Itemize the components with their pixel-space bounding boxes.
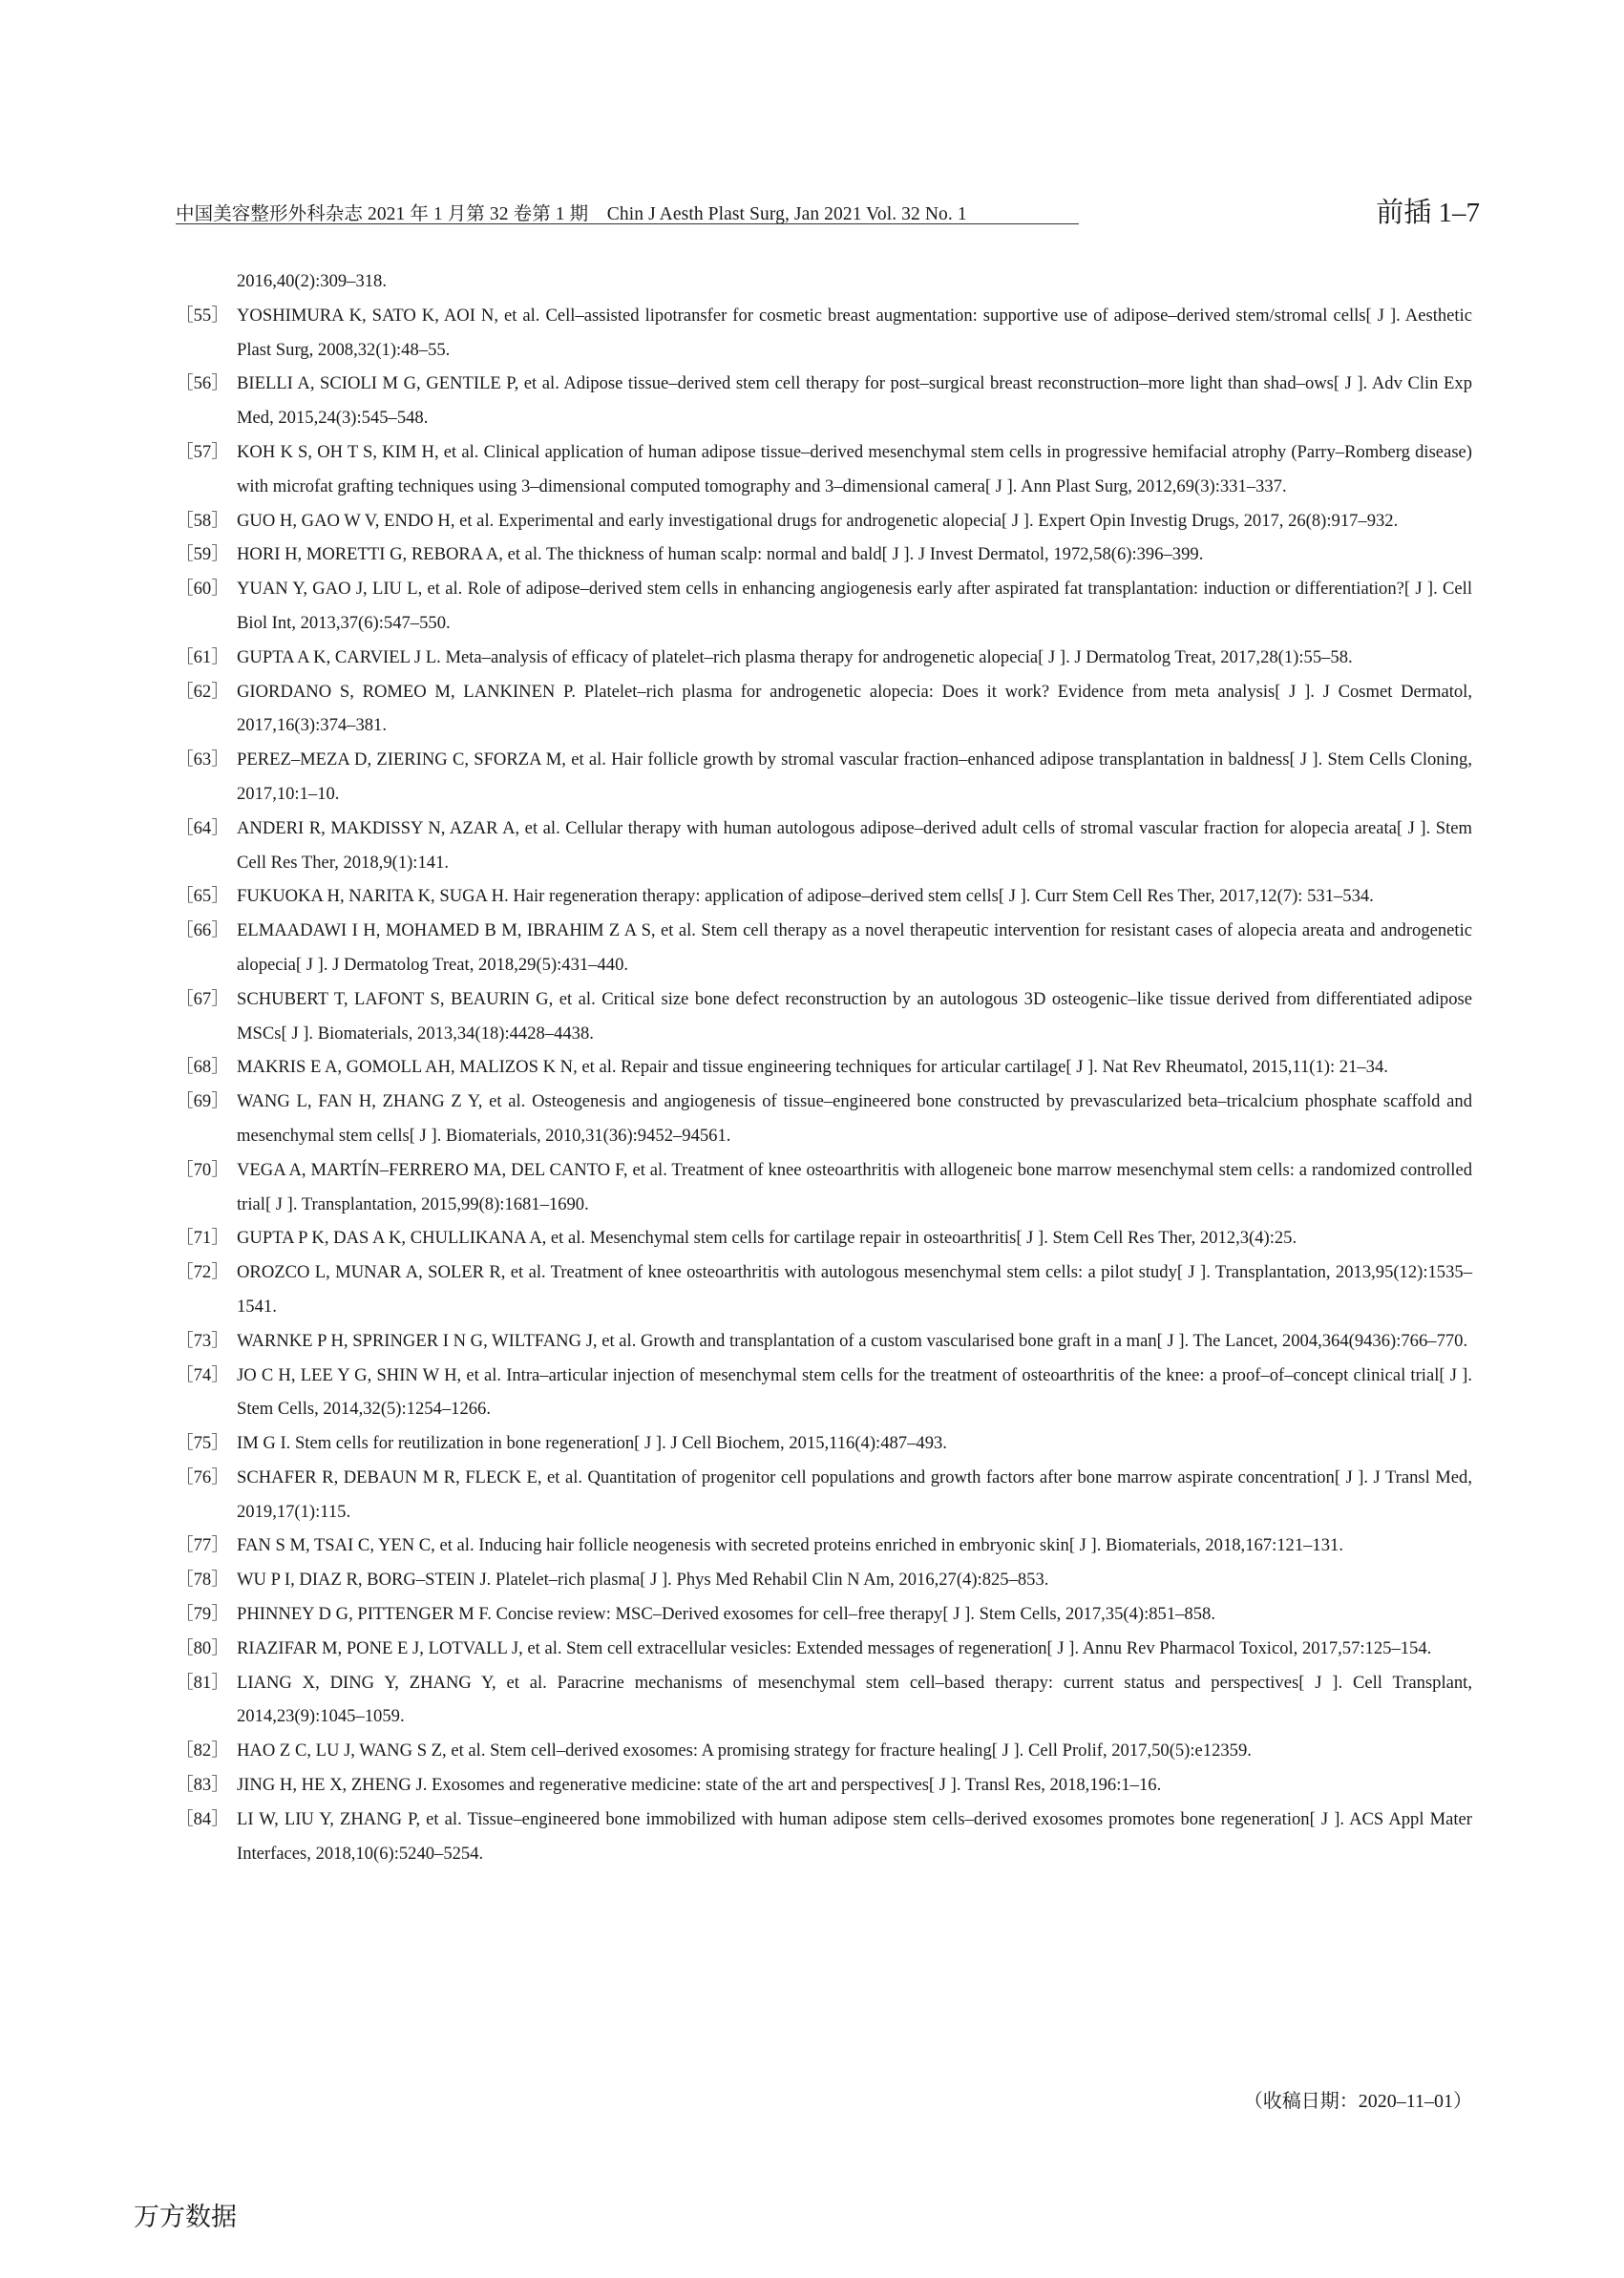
reference-number: ［83］ xyxy=(176,1775,229,1796)
journal-citation: 中国美容整形外科杂志 2021 年 1 月第 32 卷第 1 期 Chin J Aesth Plast Surg, Jan 2021 Vol. 32 No. 1 xyxy=(176,204,967,224)
reference-item xyxy=(176,1803,1472,1871)
reference-number: ［76］ xyxy=(176,1466,229,1487)
running-header xyxy=(176,195,1480,228)
reference-item xyxy=(176,1359,1472,1427)
reference-item xyxy=(176,1050,1472,1085)
reference-item xyxy=(176,1597,1472,1632)
reference-number: ［68］ xyxy=(176,1057,229,1078)
reference-text: FAN S M, TSAI C, YEN C, et al. Inducing hair follicle neogenesis with secreted proteins enriched in embryonic skin[ J ]. Biomaterials, 2018,167:121–131. xyxy=(237,1535,1343,1556)
reference-continuation xyxy=(176,264,1472,299)
reference-item xyxy=(176,435,1472,504)
reference-text: GUPTA P K, DAS A K, CHULLIKANA A, et al. Mesenchymal stem cells for cartilage repair in osteoarthritis[ J ]. Stem Cell Res Ther, 2012,3(4):25. xyxy=(237,1228,1297,1249)
reference-number: ［59］ xyxy=(176,544,229,565)
reference-text: RIAZIFAR M, PONE E J, LOTVALL J, et al. Stem cell extracellular vesicles: Extended messages of regeneration[ J ]. Annu Rev Pharmacol Toxicol, 2017,57:125–154. xyxy=(237,1637,1432,1658)
reference-number: ［58］ xyxy=(176,510,229,531)
reference-number: ［56］ xyxy=(176,373,229,394)
reference-item xyxy=(176,1221,1472,1255)
footer-watermark: 万方数据 xyxy=(134,2203,237,2231)
reference-text: JO C H, LEE Y G, SHIN W H, et al. Intra–articular injection of mesenchymal stem cells for the treatment of osteoarthritis of the knee: a proof–of–concept clinical trial[ J ]. Stem Cells, 2014,32(5):1254–1266. xyxy=(237,1364,1472,1420)
reference-text: FUKUOKA H, NARITA K, SUGA H. Hair regeneration therapy: application of adipose–derived stem cells[ J ]. Curr Stem Cell Res Ther, 2017,12(7): 531–534. xyxy=(237,886,1374,907)
reference-item xyxy=(176,675,1472,744)
reference-text: LI W, LIU Y, ZHANG P, et al. Tissue–engineered bone immobilized with human adipose stem cells–derived exosomes promotes bone regeneration[ J ]. ACS Appl Mater Interfaces, 2018,10(6):5240–5254. xyxy=(237,1808,1472,1864)
reference-number: ［57］ xyxy=(176,441,229,462)
reference-item xyxy=(176,879,1472,914)
reference-text: ANDERI R, MAKDISSY N, AZAR A, et al. Cellular therapy with human autologous adipose–derived adult cells of stromal vascular fraction for alopecia areata[ J ]. Stem Cell Res Ther, 2018,9(1):141. xyxy=(237,817,1472,873)
reference-number: ［63］ xyxy=(176,749,229,770)
reference-number: ［70］ xyxy=(176,1159,229,1180)
reference-number: ［69］ xyxy=(176,1091,229,1112)
reference-item xyxy=(176,538,1472,572)
header-rule xyxy=(176,223,1079,224)
reference-item xyxy=(176,1632,1472,1666)
reference-number: ［60］ xyxy=(176,579,229,600)
reference-item xyxy=(176,982,1472,1051)
received-date: （收稿日期：2020–11–01） xyxy=(1243,2091,1472,2112)
reference-text: HORI H, MORETTI G, REBORA A, et al. The thickness of human scalp: normal and bald[ J ]. J Invest Dermatol, 1972,58(6):396–399. xyxy=(237,544,1204,565)
reference-item xyxy=(176,743,1472,812)
reference-text: SCHAFER R, DEBAUN M R, FLECK E, et al. Quantitation of progenitor cell populations and growth factors after bone marrow aspirate concentration[ J ]. J Transl Med, 2019,17(1):115. xyxy=(237,1466,1472,1522)
reference-number: ［73］ xyxy=(176,1330,229,1351)
reference-number: ［75］ xyxy=(176,1433,229,1454)
reference-text: PEREZ–MEZA D, ZIERING C, SFORZA M, et al. Hair follicle growth by stromal vascular fraction–enhanced adipose transplantation in baldness[ J ]. Stem Cells Cloning, 2017,10:1–10. xyxy=(237,749,1472,804)
page-label: 前插 1–7 xyxy=(1376,198,1480,228)
reference-item xyxy=(176,1255,1472,1324)
reference-number: ［62］ xyxy=(176,681,229,702)
reference-number: ［65］ xyxy=(176,886,229,907)
reference-item xyxy=(176,1461,1472,1529)
reference-number: ［80］ xyxy=(176,1637,229,1658)
reference-text: VEGA A, MARTÍN–FERRERO MA, DEL CANTO F, et al. Treatment of knee osteoarthritis with allogeneic bone marrow mesenchymal stem cells: a randomized controlled trial[ J ]. Transplantation, 2015,99(8):1681–1690. xyxy=(237,1159,1472,1214)
reference-number: ［82］ xyxy=(176,1740,229,1761)
reference-item xyxy=(176,1324,1472,1359)
reference-text: PHINNEY D G, PITTENGER M F. Concise review: MSC–Derived exosomes for cell–free therapy[ J ]. Stem Cells, 2017,35(4):851–858. xyxy=(237,1604,1215,1625)
reference-item xyxy=(176,1529,1472,1563)
reference-continuation-text: 2016,40(2):309–318. xyxy=(237,271,388,291)
reference-text: JING H, HE X, ZHENG J. Exosomes and regenerative medicine: state of the art and perspectives[ J ]. Transl Res, 2018,196:1–16. xyxy=(237,1775,1162,1796)
reference-item xyxy=(176,1734,1472,1768)
reference-item xyxy=(176,1563,1472,1597)
reference-number: ［71］ xyxy=(176,1228,229,1249)
reference-text: LIANG X, DING Y, ZHANG Y, et al. Paracrine mechanisms of mesenchymal stem cell–based therapy: current status and perspectives[ J ]. Cell Transplant, 2014,23(9):1045–1059. xyxy=(237,1672,1472,1727)
reference-number: ［77］ xyxy=(176,1535,229,1556)
reference-item xyxy=(176,1768,1472,1803)
reference-item xyxy=(176,299,1472,368)
reference-number: ［66］ xyxy=(176,920,229,941)
reference-number: ［55］ xyxy=(176,305,229,326)
reference-list xyxy=(176,264,1472,1870)
reference-number: ［81］ xyxy=(176,1672,229,1693)
reference-item xyxy=(176,914,1472,982)
reference-text: KOH K S, OH T S, KIM H, et al. Clinical application of human adipose tissue–derived mesenchymal stem cells in progressive hemifacial atrophy (Parry–Romberg disease) with microfat grafting techniques using 3–dimensional computed tomography and 3–dimensional camera[ J ]. Ann Plast Surg, 2012,69(3):331–337. xyxy=(237,441,1472,496)
reference-text: MAKRIS E A, GOMOLL AH, MALIZOS K N, et al. Repair and tissue engineering techniques for articular cartilage[ J ]. Nat Rev Rheumatol, 2015,11(1): 21–34. xyxy=(237,1057,1388,1078)
reference-item xyxy=(176,1666,1472,1735)
reference-text: GIORDANO S, ROMEO M, LANKINEN P. Platelet–rich plasma for androgenetic alopecia: Does it work? Evidence from meta analysis[ J ]. J Cosmet Dermatol, 2017,16(3):374–381. xyxy=(237,681,1472,736)
reference-item xyxy=(176,1153,1472,1222)
reference-text: YUAN Y, GAO J, LIU L, et al. Role of adipose–derived stem cells in enhancing angiogenesis early after aspirated fat transplantation: induction or differentiation?[ J ]. Cell Biol Int, 2013,37(6):547–550. xyxy=(237,579,1472,633)
reference-item xyxy=(176,1426,1472,1461)
reference-item xyxy=(176,812,1472,880)
reference-item xyxy=(176,504,1472,538)
reference-item xyxy=(176,641,1472,675)
reference-number: ［78］ xyxy=(176,1570,229,1591)
reference-item xyxy=(176,367,1472,435)
reference-text: SCHUBERT T, LAFONT S, BEAURIN G, et al. Critical size bone defect reconstruction by an autologous 3D osteogenic–like tissue derived from differentiated adipose MSCs[ J ]. Biomaterials, 2013,34(18):4428–4438. xyxy=(237,988,1472,1044)
reference-text: WU P I, DIAZ R, BORG–STEIN J. Platelet–rich plasma[ J ]. Phys Med Rehabil Clin N Am, 2016,27(4):825–853. xyxy=(237,1570,1049,1591)
reference-number: ［64］ xyxy=(176,817,229,838)
reference-number: ［72］ xyxy=(176,1262,229,1283)
reference-number: ［67］ xyxy=(176,988,229,1009)
reference-text: BIELLI A, SCIOLI M G, GENTILE P, et al. Adipose tissue–derived stem cell therapy for post–surgical breast reconstruction–more light than shad–ows[ J ]. Adv Clin Exp Med, 2015,24(3):545–548. xyxy=(237,373,1472,429)
reference-number: ［84］ xyxy=(176,1808,229,1829)
reference-text: YOSHIMURA K, SATO K, AOI N, et al. Cell–assisted lipotransfer for cosmetic breast augmentation: supportive use of adipose–derived stem/stromal cells[ J ]. Aesthetic Plast Surg, 2008,32(1):48–55. xyxy=(237,305,1472,360)
reference-text: WARNKE P H, SPRINGER I N G, WILTFANG J, et al. Growth and transplantation of a custom vascularised bone graft in a man[ J ]. The Lancet, 2004,364(9436):766–770. xyxy=(237,1330,1468,1351)
reference-text: WANG L, FAN H, ZHANG Z Y, et al. Osteogenesis and angiogenesis of tissue–engineered bone constructed by prevascularized beta–tricalcium phosphate scaffold and mesenchymal stem cells[ J ]. Biomaterials, 2010,31(36):9452–94561. xyxy=(237,1091,1472,1146)
reference-text: HAO Z C, LU J, WANG S Z, et al. Stem cell–derived exosomes: A promising strategy for fracture healing[ J ]. Cell Prolif, 2017,50(5):e12359. xyxy=(237,1740,1252,1761)
reference-text: IM G I. Stem cells for reutilization in bone regeneration[ J ]. J Cell Biochem, 2015,116(4):487–493. xyxy=(237,1433,947,1454)
reference-item xyxy=(176,572,1472,641)
reference-text: GUO H, GAO W V, ENDO H, et al. Experimental and early investigational drugs for androgenetic alopecia[ J ]. Expert Opin Investig Drugs, 2017, 26(8):917–932. xyxy=(237,510,1399,531)
reference-number: ［79］ xyxy=(176,1604,229,1625)
reference-text: GUPTA A K, CARVIEL J L. Meta–analysis of efficacy of platelet–rich plasma therapy for androgenetic alopecia[ J ]. J Dermatolog Treat, 2017,28(1):55–58. xyxy=(237,646,1353,667)
reference-text: OROZCO L, MUNAR A, SOLER R, et al. Treatment of knee osteoarthritis with autologous mesenchymal stem cells: a pilot study[ J ]. Transplantation, 2013,95(12):1535–1541. xyxy=(237,1262,1472,1317)
reference-number: ［61］ xyxy=(176,646,229,667)
reference-number: ［74］ xyxy=(176,1364,229,1385)
reference-text: ELMAADAWI I H, MOHAMED B M, IBRAHIM Z A S, et al. Stem cell therapy as a novel therapeutic intervention for resistant cases of alopecia areata and androgenetic alopecia[ J ]. J Dermatolog Treat, 2018,29(5):431–440. xyxy=(237,920,1472,975)
reference-item xyxy=(176,1085,1472,1153)
